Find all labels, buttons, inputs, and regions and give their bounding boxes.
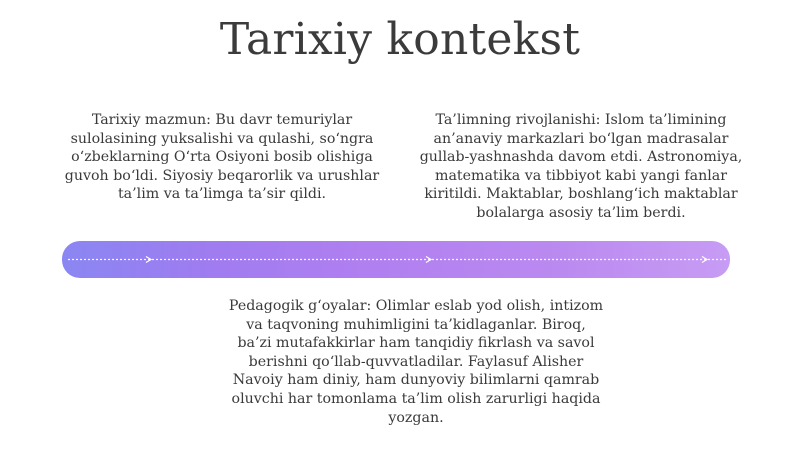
timeline-line [62, 241, 730, 278]
page-title: Tarixiy kontekst [219, 14, 581, 65]
pedagogical-ideas-text: Pedagogik g‘oyalar: Olimlar eslab yod olish, intizom va taqvoning muhimligini ta’kidlaganlar. Biroq, ba’zi mutafakkirlar ham tanqidiy fikrlash va savol berishni qo‘llab-quvvatladilar. Faylasuf Alisher Navoiy ham diniy, ham dunyoviy bilimlarni qamrab oluvchi har tomonlama ta’lim olish zarurligi haqida yozgan. [228, 298, 604, 426]
timeline-bar [62, 241, 730, 278]
historical-context-text: Tarixiy mazmun: Bu davr temuriylar sulolasining yuksalishi va qulashi, so‘ngra o‘zbeklarning O‘rta Osiyoni bosib olishiga guvoh bo‘ldi. Siyosiy beqarorlik va urushlar ta’lim va ta’limga ta’sir qildi. [64, 112, 380, 203]
education-development-text: Ta’limning rivojlanishi: Islom ta’limining an’anaviy markazlari bo‘lgan madrasalar gullab-yashnashda davom etdi. Astronomiya, matematika va tibbiyot kabi yangi fanlar kiritildi. Maktablar, boshlang‘ich maktablar bolalarga asosiy ta’lim berdi. [419, 112, 743, 221]
